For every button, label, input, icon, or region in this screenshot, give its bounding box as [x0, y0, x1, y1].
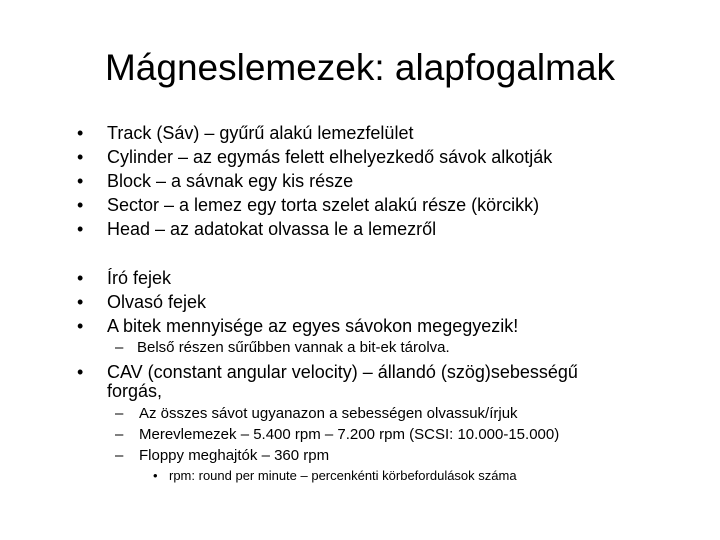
bullet-text: Block – a sávnak egy kis része	[107, 171, 354, 191]
bullet-text: Track (Sáv) – gyűrű alakú lemezfelület	[107, 123, 414, 143]
dash-marker: –	[115, 426, 124, 443]
bullet-text-continuation: forgás,	[107, 381, 163, 401]
bullet-text: Sector – a lemez egy torta szelet alakú része (körcikk)	[107, 195, 540, 215]
sub-bullet-text: Az összes sávot ugyanazon a sebességen olvassuk/írjuk	[139, 405, 518, 422]
bullet-marker: •	[77, 362, 84, 382]
slide-title: Mágneslemezek: alapfogalmak	[104, 47, 616, 88]
bullet-text: Író fejek	[107, 268, 172, 288]
bullet-marker: •	[153, 468, 158, 483]
dash-marker: –	[115, 447, 124, 464]
dash-marker: –	[115, 405, 124, 422]
sub-bullet-text: Floppy meghajtók – 360 rpm	[139, 447, 330, 464]
bullet-text: CAV (constant angular velocity) – állandó (szög)sebességű	[107, 362, 578, 382]
bullet-marker: •	[77, 219, 84, 239]
bullet-marker: •	[77, 268, 84, 288]
bullet-marker: •	[77, 292, 84, 312]
dash-marker: –	[115, 339, 124, 356]
bullet-text: Cylinder – az egymás felett elhelyezkedő sávok alkotják	[107, 147, 553, 167]
bullet-text: A bitek mennyisége az egyes sávokon megegyezik!	[107, 316, 519, 336]
bullet-marker: •	[77, 195, 84, 215]
bullet-marker: •	[77, 147, 84, 167]
bullet-marker: •	[77, 316, 84, 336]
bullet-text: Head – az adatokat olvassa le a lemezről	[107, 219, 437, 239]
bullet-text: Olvasó fejek	[107, 292, 207, 312]
bullet-marker: •	[77, 123, 84, 143]
sub-bullet-text: Merevlemezek – 5.400 rpm – 7.200 rpm (SCSI: 10.000-15.000)	[139, 426, 560, 443]
sub-bullet-text: Belső részen sűrűbben vannak a bit-ek tárolva.	[137, 339, 450, 356]
sub-sub-bullet-text: rpm: round per minute – percenkénti körbefordulások száma	[169, 468, 517, 483]
bullet-marker: •	[77, 171, 84, 191]
